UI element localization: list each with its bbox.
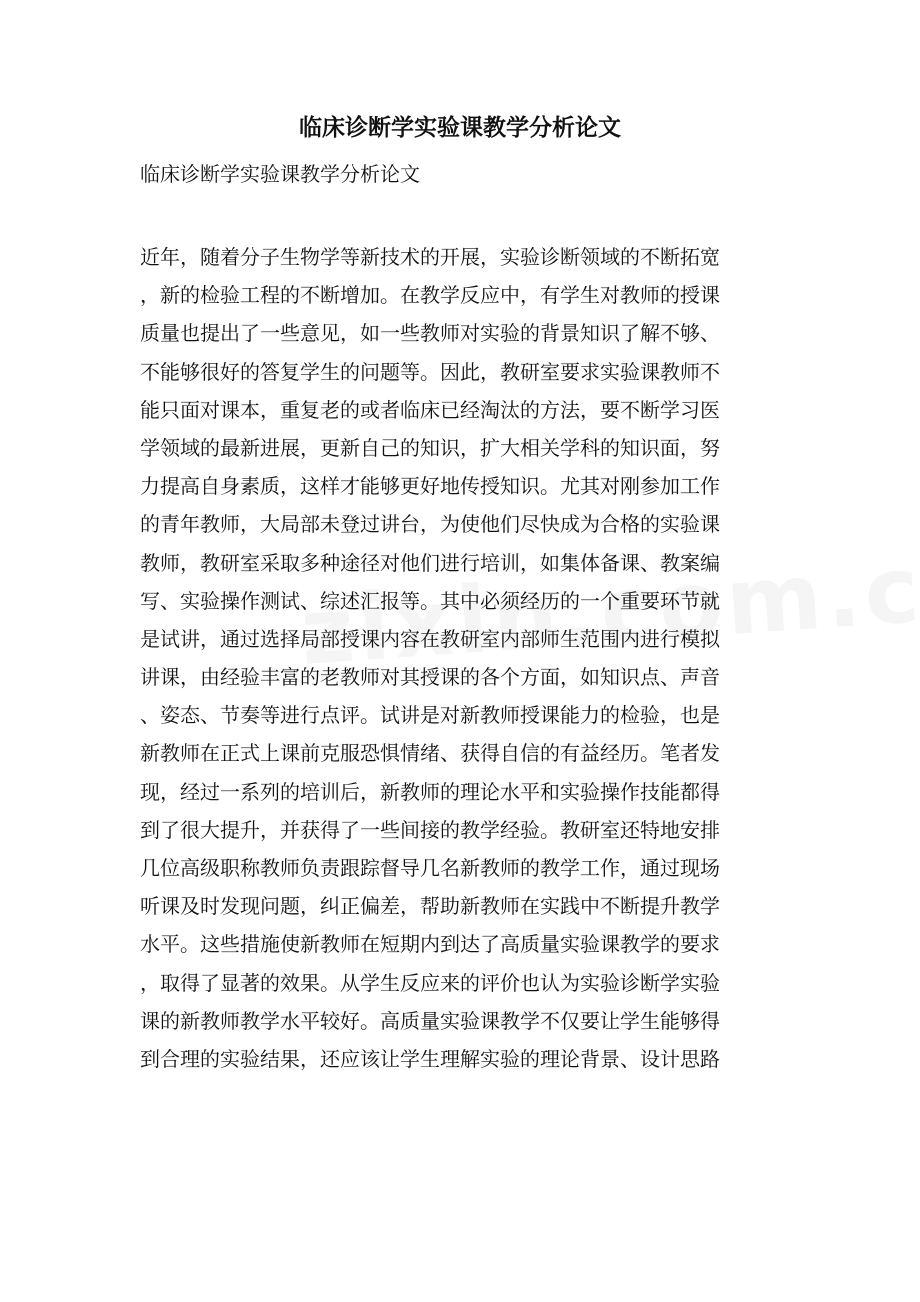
text-line: 是试讲，通过选择局部授课内容在教研室内部师生范围内进行模拟 — [140, 626, 720, 651]
text-line: 到合理的实验结果，还应该让学生理解实验的理论背景、设计思路 — [140, 1046, 720, 1071]
text-line: ，取得了显著的效果。从学生反应来的评价也认为实验诊断学实验 — [140, 970, 720, 995]
document-subtitle: 临床诊断学实验课教学分析论文 — [140, 162, 420, 186]
text-line: 课的新教师教学水平较好。高质量实验课教学不仅要让学生能够得 — [140, 1008, 720, 1033]
text-line: 听课及时发现问题，纠正偏差，帮助新教师在实践中不断提升教学 — [140, 894, 720, 919]
text-line: 力提高自身素质，这样才能够更好地传授知识。尤其对刚参加工作 — [140, 474, 720, 499]
text-line: 的青年教师，大局部未登过讲台，为使他们尽快成为合格的实验课 — [140, 512, 720, 537]
text-line: 讲课，由经验丰富的老教师对其授课的各个方面，如知识点、声音 — [140, 665, 720, 690]
text-line: 能只面对课本，重复老的或者临床已经淘汰的方法，要不断学习医 — [140, 397, 720, 422]
text-line: 质量也提出了一些意见，如一些教师对实验的背景知识了解不够、 — [140, 321, 720, 346]
text-line: 近年，随着分子生物学等新技术的开展，实验诊断领域的不断拓宽 — [140, 245, 720, 269]
text-line: 写、实验操作测试、综述汇报等。其中必须经历的一个重要环节就 — [140, 588, 720, 613]
text-line: 新教师在正式上课前克服恐惧情绪、获得自信的有益经历。笔者发 — [140, 741, 720, 766]
text-line: 到了很大提升，并获得了一些间接的教学经验。教研室还特地安排 — [140, 817, 720, 842]
text-line: 几位高级职称教师负责跟踪督导几名新教师的教学工作，通过现场 — [140, 856, 720, 880]
text-line: ，新的检验工程的不断增加。在教学反应中，有学生对教师的授课 — [140, 283, 720, 308]
text-line: 教师，教研室采取多种途径对他们进行培训，如集体备课、教案编 — [140, 550, 720, 575]
document-title: 临床诊断学实验课教学分析论文 — [299, 114, 621, 141]
text-line: 水平。这些措施使新教师在短期内到达了高质量实验课教学的要求 — [140, 932, 720, 957]
text-line: 学领域的最新进展，更新自己的知识，扩大相关学科的知识面，努 — [140, 435, 720, 460]
text-line: 、姿态、节奏等进行点评。试讲是对新教师授课能力的检验，也是 — [140, 703, 720, 728]
text-line: 不能够很好的答复学生的问题等。因此，教研室要求实验课教师不 — [140, 359, 720, 384]
text-line: 现，经过一系列的培训后，新教师的理论水平和实验操作技能都得 — [140, 779, 720, 804]
body-text — [140, 238, 780, 1078]
